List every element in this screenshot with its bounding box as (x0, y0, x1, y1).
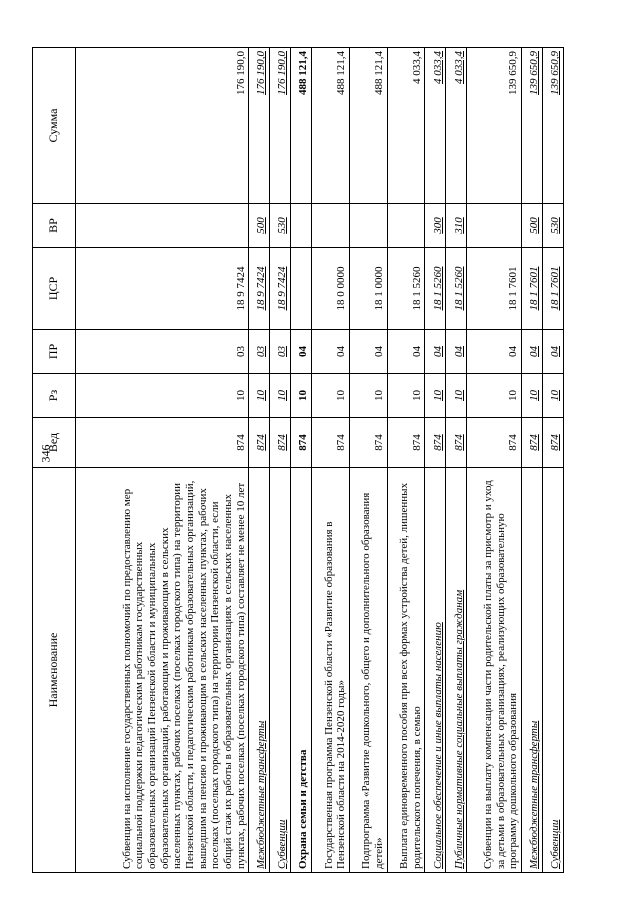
cell-pr: 04 (311, 330, 349, 374)
table-row (311, 48, 349, 873)
cell-sum: 139 650,9 (467, 48, 522, 204)
cell-rz: 10 (387, 374, 425, 418)
cell-vr (349, 204, 387, 248)
cell-pr: 04 (467, 330, 522, 374)
cell-rz: 10 (425, 374, 446, 418)
cell-sum: 4 033,4 (387, 48, 425, 204)
cell-sum: 139 650,9 (542, 48, 563, 204)
budget-table (32, 47, 564, 873)
header-csr: ЦСР (33, 248, 76, 330)
cell-pr: 04 (446, 330, 467, 374)
cell-ved: 874 (311, 418, 349, 468)
cell-csr: 18 1 0000 (349, 248, 387, 330)
cell-pr: 04 (522, 330, 543, 374)
cell-csr: 18 1 5260 (425, 248, 446, 330)
page-number: 346 (38, 444, 53, 463)
cell-pr: 03 (270, 330, 291, 374)
cell-rz: 10 (467, 374, 522, 418)
cell-ved: 874 (76, 418, 249, 468)
cell-csr: 18 1 5260 (387, 248, 425, 330)
cell-vr: 300 (425, 204, 446, 248)
cell-vr: 500 (522, 204, 543, 248)
header-ved: Вед (33, 418, 76, 468)
cell-ved: 874 (291, 418, 312, 468)
cell-vr: 530 (542, 204, 563, 248)
cell-pr: 04 (387, 330, 425, 374)
cell-vr (76, 204, 249, 248)
cell-sum: 139 650,9 (522, 48, 543, 204)
cell-rz: 10 (446, 374, 467, 418)
cell-pr: 04 (425, 330, 446, 374)
cell-csr: 18 1 7601 (467, 248, 522, 330)
cell-csr (291, 248, 312, 330)
cell-rz: 10 (291, 374, 312, 418)
cell-vr (291, 204, 312, 248)
cell-rz: 10 (522, 374, 543, 418)
cell-ved: 874 (467, 418, 522, 468)
cell-csr: 18 0 0000 (311, 248, 349, 330)
cell-ved: 874 (270, 418, 291, 468)
cell-sum: 4 033,4 (425, 48, 446, 204)
cell-sum: 488 121,4 (311, 48, 349, 204)
cell-pr: 04 (291, 330, 312, 374)
header-pr: ПР (33, 330, 76, 374)
table-row (76, 48, 249, 873)
table-row (349, 48, 387, 873)
cell-sum: 176 190,0 (270, 48, 291, 204)
table-row (270, 48, 291, 873)
cell-name: Охрана семьи и детства (291, 468, 312, 873)
cell-name: Межбюджетные трансферты (249, 468, 270, 873)
cell-pr: 04 (542, 330, 563, 374)
header-rz: Рз (33, 374, 76, 418)
cell-ved: 874 (249, 418, 270, 468)
cell-vr (467, 204, 522, 248)
cell-sum: 4 033,4 (446, 48, 467, 204)
cell-rz: 10 (249, 374, 270, 418)
cell-ved: 874 (446, 418, 467, 468)
cell-rz: 10 (270, 374, 291, 418)
cell-sum: 176 190,0 (76, 48, 249, 204)
cell-pr: 04 (349, 330, 387, 374)
table-row (467, 48, 522, 873)
cell-csr: 18 9 7424 (76, 248, 249, 330)
cell-ved: 874 (387, 418, 425, 468)
cell-vr: 310 (446, 204, 467, 248)
table-header-row (33, 48, 76, 873)
cell-name: Межбюджетные трансферты (522, 468, 543, 873)
cell-pr: 03 (249, 330, 270, 374)
cell-vr: 500 (249, 204, 270, 248)
table-row (249, 48, 270, 873)
table-row (542, 48, 563, 873)
cell-csr: 18 9 7424 (270, 248, 291, 330)
table-row (425, 48, 446, 873)
cell-csr: 18 1 5260 (446, 248, 467, 330)
cell-name: Субвенции (542, 468, 563, 873)
cell-vr (387, 204, 425, 248)
cell-vr: 530 (270, 204, 291, 248)
cell-sum: 176 190,0 (249, 48, 270, 204)
cell-name: Субвенции на исполнение государственных полномочий по предоставлению мер социальной поддержки педагогическим работникам государственных образовательных организаций Пензенской области и муниципальных образовательных организаций, работающим и проживающим в сельских населенных пунктах, рабочих поселках (поселках городского типа) на территории Пензенской области, и педагогическим работникам образовательных организаций, вышедшим на пенсию и проживающим в сельских населенных пунктах, рабочих поселках (поселках городского типа) на территории Пензенской области, если общий стаж их работы в образовательных организациях в сельских населенных пунктах, рабочих поселках (поселках городского типа) составляет не менее 10 лет (76, 468, 249, 873)
cell-rz: 10 (542, 374, 563, 418)
cell-rz: 10 (76, 374, 249, 418)
cell-csr: 18 1 7601 (522, 248, 543, 330)
cell-name: Субвенции на выплату компенсации части родительской платы за присмотр и уход за детьми в образовательных организациях, реализующих образовательную программу дошкольного образования (467, 468, 522, 873)
rotated-table-container (32, 48, 564, 873)
header-sum: Сумма (33, 48, 76, 204)
cell-sum: 488 121,4 (291, 48, 312, 204)
table-row (522, 48, 543, 873)
table-body (76, 48, 564, 873)
cell-vr (311, 204, 349, 248)
cell-name: Субвенции (270, 468, 291, 873)
cell-ved: 874 (542, 418, 563, 468)
cell-ved: 874 (425, 418, 446, 468)
cell-rz: 10 (349, 374, 387, 418)
header-vr: ВР (33, 204, 76, 248)
cell-ved: 874 (522, 418, 543, 468)
cell-name: Публичные нормативные социальные выплаты гражданам (446, 468, 467, 873)
cell-name: Выплата единовременного пособия при всех формах устройства детей, лишенных родительского попечения, в семью (387, 468, 425, 873)
cell-ved: 874 (349, 418, 387, 468)
cell-name: Подпрограмма «Развитие дошкольного, общего и дополнительного образования детей» (349, 468, 387, 873)
cell-rz: 10 (311, 374, 349, 418)
cell-name: Государственная программа Пензенской области «Развитие образования в Пензенской области на 2014-2020 годы» (311, 468, 349, 873)
cell-csr: 18 1 7601 (542, 248, 563, 330)
cell-pr: 03 (76, 330, 249, 374)
table-row (387, 48, 425, 873)
cell-sum: 488 121,4 (349, 48, 387, 204)
header-name: Наименование (33, 468, 76, 873)
cell-csr: 18 9 7424 (249, 248, 270, 330)
table-row (291, 48, 312, 873)
table-row (446, 48, 467, 873)
cell-name: Социальное обеспечение и иные выплаты населению (425, 468, 446, 873)
